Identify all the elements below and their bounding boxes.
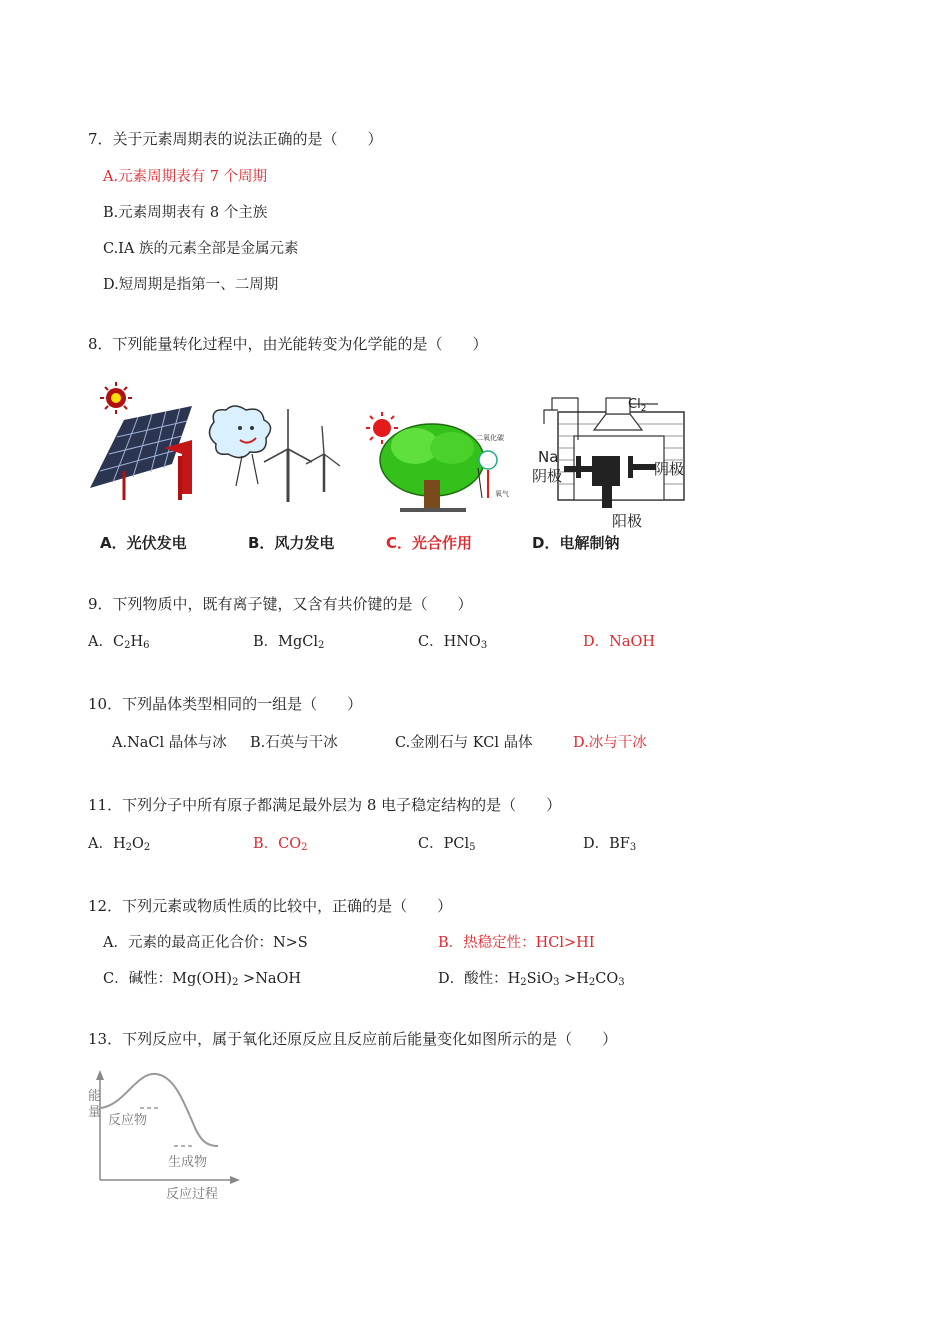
cathode-right-label: 阴极 (654, 460, 685, 478)
solar-panel-image (84, 376, 196, 502)
q12-option-b: B．热稳定性：HCl>HI (438, 935, 595, 951)
na-label: Na (538, 448, 559, 466)
q7-option-d: D.短周期是指第一、二周期 (103, 277, 279, 293)
q11-option-b: B．$CO_2$ (253, 836, 308, 853)
q8-caption-a: A．光伏发电 (100, 534, 187, 552)
q12-option-c: C．碱性：$Mg(OH)_2$ >NaOH (103, 971, 302, 988)
q9-option-d: D．NaOH (583, 634, 655, 650)
cathode-left-label: 阴极 (532, 467, 563, 485)
svg-text:氧气: 氧气 (495, 490, 509, 498)
q7-option-a: A.元素周期表有 7 个周期 (103, 169, 268, 185)
q9-option-a: A．$C_2H_6$ (88, 634, 150, 651)
q7-stem: 7．关于元素周期表的说法正确的是（ ） (88, 130, 383, 148)
q12-stem: 12．下列元素或物质性质的比较中，正确的是（ ） (88, 897, 453, 915)
q10-stem: 10．下列晶体类型相同的一组是（ ） (88, 695, 363, 713)
q10-option-b: B.石英与干冰 (250, 735, 338, 751)
q8-stem: 8．下列能量转化过程中，由光能转变为化学能的是（ ） (88, 335, 488, 353)
q10-option-a: A.NaCl 晶体与冰 (112, 735, 227, 751)
electrolysis-image (530, 390, 698, 532)
q10-option-d: D.冰与干冰 (573, 735, 647, 751)
y-label-1: 能 (88, 1089, 102, 1104)
energy-diagram (84, 1068, 244, 1204)
photosynthesis-image (360, 408, 515, 514)
x-label: 反应过程 (166, 1187, 219, 1202)
cl2-label: $Cl_2$ (628, 397, 647, 414)
q7-option-c: C.ⅠA 族的元素全部是金属元素 (103, 241, 299, 257)
q8-caption-b: B．风力发电 (248, 534, 335, 552)
q11-option-a: A．$H_2O_2$ (88, 836, 151, 853)
product-label: 生成物 (168, 1155, 208, 1170)
svg-text:二氧化碳: 二氧化碳 (476, 434, 504, 442)
q9-option-b: B．MgCl$_2$ (253, 634, 325, 651)
reactant-label: 反应物 (108, 1113, 148, 1128)
q12-option-d: D．酸性：$H_2SiO_3 >H_2CO_3$ (438, 971, 625, 988)
q11-option-c: C．PCl$_5$ (418, 836, 476, 853)
y-label-2: 量 (88, 1105, 102, 1120)
q9-stem: 9．下列物质中，既有离子键，又含有共价键的是（ ） (88, 595, 473, 613)
q11-stem: 11．下列分子中所有原子都满足最外层为 8 电子稳定结构的是（ ） (88, 796, 562, 814)
q8-caption-c: C．光合作用 (386, 534, 473, 552)
q7-option-b: B.元素周期表有 8 个主族 (103, 205, 268, 221)
q12-option-a: A．元素的最高正化合价：N>S (103, 935, 308, 951)
wind-power-image (206, 404, 341, 504)
q11-option-d: D．$BF_3$ (583, 836, 637, 853)
q10-option-c: C.金刚石与 KCl 晶体 (395, 735, 533, 751)
q8-caption-d: D．电解制钠 (532, 534, 620, 552)
q13-stem: 13．下列反应中，属于氧化还原反应且反应前后能量变化如图所示的是（ ） (88, 1030, 618, 1048)
anode-label: 阳极 (612, 512, 643, 530)
q9-option-c: C．$HNO_3$ (418, 634, 488, 651)
